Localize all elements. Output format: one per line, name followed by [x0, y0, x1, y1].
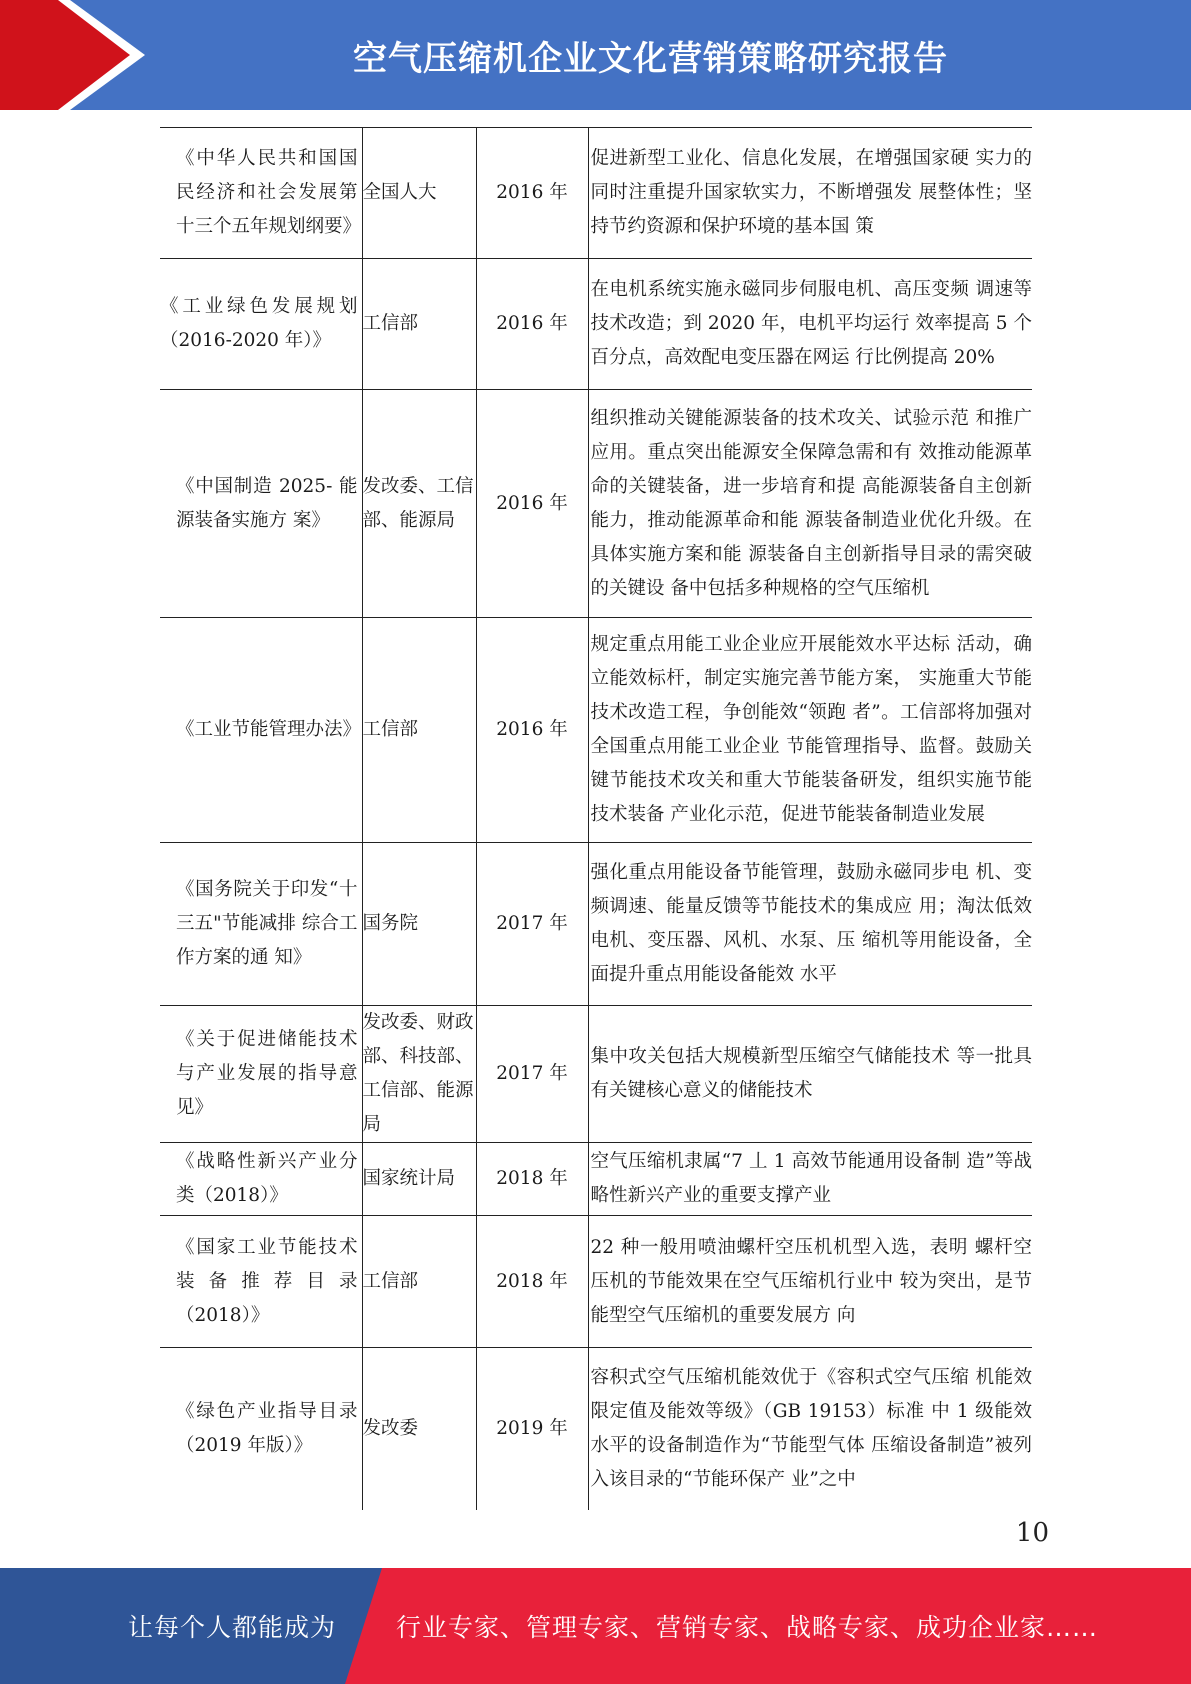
policy-description: 22 种一般用喷油螺杆空压机机型入选，表明 螺杆空压机的节能效果在空气压缩机行业中 较为突出，是节能型空气压缩机的重要发展方 向 — [588, 1216, 1032, 1348]
page-number: 10 — [1015, 1518, 1049, 1548]
policy-description: 空气压缩机隶属“7 丄 1 高效节能通用设备制 造”等战略性新兴产业的重要支撑产业 — [588, 1143, 1032, 1216]
policy-name: 《绿色产业指导目录（2019 年版）》 — [160, 1348, 362, 1510]
footer-banner — [0, 1568, 1191, 1684]
policy-description: 组织推动关键能源装备的技术攻关、试验示范 和推广应用。重点突出能源安全保障急需和有 效推动能源革命的关键装备，进一步培育和提 高能源装备自主创新能力，推动能源革命和能 源装备制造业优化升级。在具体实施方案和能 源装备自主创新指导目录的需突破的关键设 备中包括多种规格的空气压缩机 — [588, 390, 1032, 618]
table-row — [160, 390, 1032, 618]
issue-year: 2016 年 — [476, 259, 588, 390]
table-row — [160, 618, 1032, 843]
policy-description: 规定重点用能工业企业应开展能效水平达标 活动，确立能效标杆，制定实施完善节能方案， 实施重大节能技术改造工程，争创能效“领跑 者”。工信部将加强对全国重点用能工业企业 节能管理指导、监督。鼓励关键节能技术攻关和重大节能装备研发，组织实施节能技术装备 产业化示范，促进节能装备制造业发展 — [588, 618, 1032, 843]
policy-description: 容积式空气压缩机能效优于《容积式空气压缩 机能效限定值及能效等级》（GB 19153）标准 中 1 级能效水平的设备制造作为“节能型气体 压缩设备制造”被列入该目录的“节能环保产 业”之中 — [590, 1366, 1032, 1490]
table-row — [160, 259, 1032, 390]
table-row — [160, 1348, 1032, 1510]
policy-description: 集中攻关包括大规模新型压缩空气储能技术 等一批具有关键核心意义的储能技术 — [588, 1006, 1032, 1143]
issue-year: 2016 年 — [476, 618, 588, 843]
issuing-department: 发改委、工信部、能源局 — [362, 390, 476, 618]
issue-year: 2019 年 — [476, 1348, 588, 1510]
chevron-arrow-icon — [0, 0, 160, 110]
issuing-department: 发改委、财政部、科技部、工信部、能源局 — [362, 1006, 476, 1143]
policy-description: 在电机系统实施永磁同步伺服电机、高压变频 调速等技术改造；到 2020 年，电机平均运行 效率提高 5 个百分点，高效配电变压器在网运 行比例提高 20% — [588, 259, 1032, 390]
issue-year: 2017 年 — [476, 843, 588, 1006]
policy-table — [160, 127, 1032, 1510]
page-title: 空气压缩机企业文化营销策略研究报告 — [353, 38, 948, 79]
issuing-department: 工信部 — [362, 1216, 476, 1348]
issue-year: 2017 年 — [476, 1006, 588, 1143]
policy-name: 《工业绿色发展规划（2016-2020 年）》 — [160, 259, 362, 390]
policy-name: 《工业节能管理办法》 — [160, 618, 362, 843]
policy-name: 《国务院关于印发“十三五"节能减排 综合工作方案的通 知》 — [160, 843, 362, 1006]
policy-description: 强化重点用能设备节能管理，鼓励永磁同步电 机、变频调速、能量反馈等节能技术的集成应 用；淘汰低效电机、变压器、风机、水泵、压 缩机等用能设备，全面提升重点用能设备能效 水平 — [588, 843, 1032, 1006]
issuing-department: 工信部 — [362, 259, 476, 390]
footer-slogan-right: 行业专家、管理专家、营销专家、战略专家、成功企业家…… — [396, 1613, 1099, 1642]
issuing-department: 国务院 — [362, 843, 476, 1006]
table-row — [160, 1216, 1032, 1348]
policy-name: 《国家工业节能技术装备推荐目录（2018）》 — [160, 1216, 362, 1348]
table-row — [160, 128, 1032, 259]
issuing-department: 国家统计局 — [362, 1143, 476, 1216]
policy-name: 《关于促进储能技术与产业发展的指导意见》 — [160, 1006, 362, 1143]
issuing-department: 工信部 — [362, 618, 476, 843]
table-row — [160, 843, 1032, 1006]
header-banner — [0, 0, 1191, 110]
issue-year: 2016 年 — [476, 390, 588, 618]
issue-year: 2018 年 — [476, 1143, 588, 1216]
policy-description: 促进新型工业化、信息化发展，在增强国家硬 实力的同时注重提升国家软实力，不断增强发 展整体性；坚持节约资源和保护环境的基本国 策 — [588, 128, 1032, 259]
policy-name: 《中国制造 2025- 能源装备实施方 案》 — [160, 390, 362, 618]
policy-name: 《中华人民共和国国民经济和社会发展第十三个五年规划纲要》 — [160, 128, 362, 259]
table-row — [160, 1006, 1032, 1143]
issuing-department: 发改委 — [362, 1348, 476, 1510]
policy-table-container — [160, 127, 1032, 1510]
issue-year: 2018 年 — [476, 1216, 588, 1348]
table-row — [160, 1143, 1032, 1216]
issuing-department: 全国人大 — [362, 128, 476, 259]
footer-slogan-left: 让每个人都能成为 — [128, 1613, 337, 1642]
policy-name: 《战略性新兴产业分类（2018）》 — [160, 1143, 362, 1216]
issue-year: 2016 年 — [476, 128, 588, 259]
